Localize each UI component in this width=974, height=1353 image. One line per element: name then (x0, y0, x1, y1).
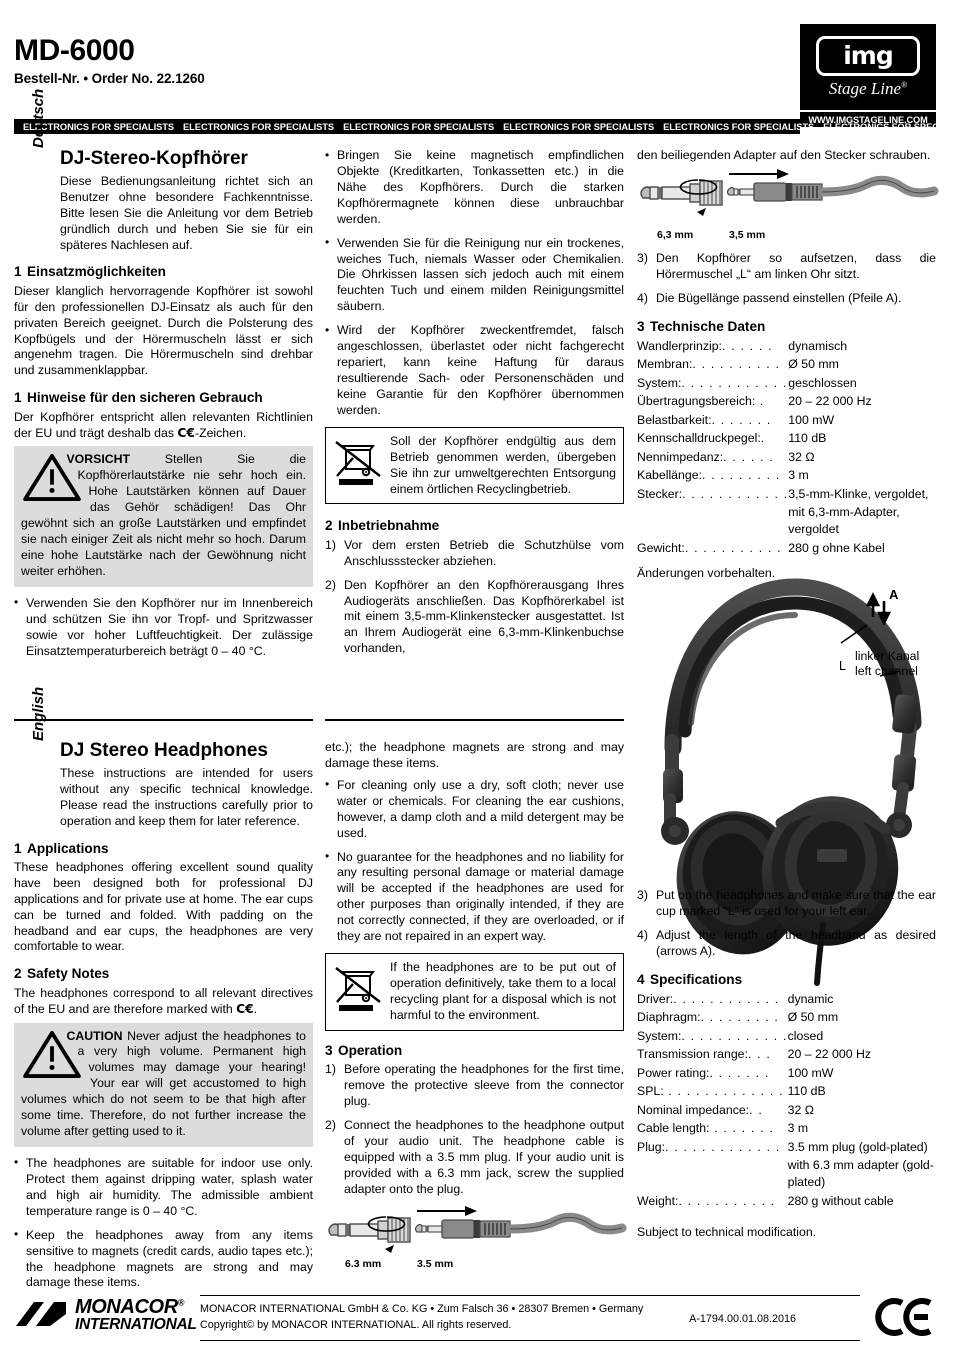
section-title: Technische Daten (650, 318, 766, 334)
table-row (637, 1102, 936, 1120)
spec-label: SPL: . . . . . . . . . . . . . (637, 1084, 784, 1099)
english-caution-box (14, 1023, 313, 1147)
english-disposal-box (325, 953, 624, 1031)
table-row (637, 1193, 936, 1211)
spec-label: Driver:. . . . . . . . . . . . (637, 992, 780, 1006)
banner-item: ELECTRONICS FOR SPECIALISTS (823, 121, 974, 132)
german-section-2-heading (14, 390, 313, 406)
table-row (637, 338, 936, 356)
spec-label: Belastbarkeit:. . . . . . . (637, 412, 772, 427)
spec-label: Diaphragm:. . . . . . . . . (637, 1010, 780, 1025)
footer-company-block (200, 1295, 860, 1341)
table-row (637, 1083, 936, 1101)
table-row (637, 375, 936, 393)
table-row (637, 467, 936, 485)
plug-diagram-svg (637, 168, 936, 230)
monacor-mark-icon (14, 1300, 70, 1330)
plug-label-35mm: 3.5 mm (417, 1258, 454, 1271)
spec-label: Power rating:. . . . . . . (637, 1065, 770, 1080)
spec-value: 280 g ohne Kabel (788, 540, 885, 555)
english-bullet-list-1 (14, 1156, 313, 1291)
german-steps-list-2 (637, 251, 936, 307)
spec-value: geschlossen (788, 375, 857, 390)
table-row (637, 430, 936, 448)
spec-label: Nominal impedance:. . (637, 1102, 763, 1117)
ce-logo-svg (878, 1299, 936, 1335)
banner-item: ELECTRONICS FOR SPECIALISTS (343, 121, 495, 132)
german-section-3-heading (325, 518, 624, 534)
english-section-3-heading (325, 1043, 624, 1059)
product-model: MD-6000 (14, 34, 135, 67)
section-title: Hinweise für den sicheren Gebrauch (27, 390, 263, 406)
spec-value: Ø 50 mm (787, 1010, 839, 1025)
column-divider (14, 719, 313, 721)
spec-value: 3,5-mm-Klinke, vergoldet, (788, 486, 929, 501)
step-number: 1) (325, 1062, 336, 1077)
table-row (637, 1139, 936, 1157)
list-item: • For cleaning only use a dry, soft cloth; never use water or chemicals. For cleaning the ear cushions, however, a damp cloth and a mild detergent may be used. (325, 778, 624, 842)
spec-value: dynamisch (788, 339, 848, 353)
list-item: • Verwenden Sie den Kopfhörer nur im Innenbereich und schützen Sie ihn vor Tropf- und Spritzwasser sowie vor hoher Luftfeuchtigkeit. Der zulässige Einsatztemperaturbereich beträgt 0 – 40 °C. (14, 596, 313, 660)
spec-label: Plug:. . . . . . . . . . . . . (637, 1139, 781, 1154)
english-section-4-heading (637, 972, 936, 988)
list-item (637, 928, 936, 960)
img-stageline-logo (800, 24, 936, 110)
order-number: Bestell-Nr. • Order No. 22.1260 (14, 71, 205, 86)
language-tab-english: English (30, 686, 47, 741)
section-number: 3 (637, 318, 645, 334)
step-text: Den Kopfhörer an den Kopfhörerausgang Ihres Audiogeräts anschließen. Das Kopfhörerkabel ist mit einem 3,5-mm-Klinkenstecker ausgestattet. Ist an Ihrem Audiogerät eine 6,3-mm-Klinkenbuchse vorhanden, (344, 577, 624, 656)
spec-tbody (637, 338, 936, 558)
section-number: 1 (14, 390, 22, 406)
english-steps-list (325, 1062, 624, 1197)
step-text: Put on the headphones and make sure that the ear cup marked “L” is used for your left ear. (656, 888, 936, 918)
table-row (637, 540, 936, 558)
section-title: Operation (338, 1042, 403, 1058)
footer-line-1: MONACOR INTERNATIONAL GmbH & Co. KG • Zum Falsch 36 • 28307 Bremen • Germany (200, 1303, 644, 1315)
caution-body: Stellen Sie die Kopfhörerlautstärke nie sehr hoch ein. Hohe Lautstärken können auf Dauer das Gehör schädigen! Das Ohr gewöhnt sich an große Lautstärken und empfindet sie nach einiger Zeit als nicht mehr so hoch. Darum eine hohe Lautstärke nach der Gewöhnung nicht weiter erhöhen. (21, 452, 306, 578)
step-number: 3) (637, 250, 648, 265)
spec-label: Wandlerprinzip:. . . . . . (637, 339, 773, 353)
step-number: 3) (637, 888, 648, 902)
headphone-illustration (645, 573, 945, 883)
table-row (637, 393, 936, 411)
list-item (325, 1062, 624, 1110)
step-number: 1) (325, 537, 336, 552)
img-logo-text: img (843, 41, 893, 70)
table-row (637, 486, 936, 504)
monacor-logo (14, 1296, 197, 1333)
table-row (637, 356, 936, 374)
table-row (637, 1046, 936, 1064)
list-item: • Wird der Kopfhörer zweckentfremdet, falsch angeschlossen, überlastet oder nicht fachgerecht repariert, kann keine Haftung für daraus resultierende Sach- oder Personenschäden und keine Garantie für den Kopfhörer übernommen werden. (325, 323, 624, 419)
german-step-2-continuation: den beiliegenden Adapter auf den Stecker schrauben. (637, 148, 931, 162)
banner-item: ELECTRONICS FOR SPECIALISTS (23, 121, 175, 132)
plug-label-63mm: 6,3 mm (657, 228, 694, 241)
spec-tbody (637, 991, 936, 1211)
caption-german: linker Kanal (855, 649, 920, 663)
english-column-1 (14, 740, 313, 1299)
section-number: 1 (14, 264, 22, 280)
spec-value: 20 – 22 000 Hz (788, 394, 872, 409)
spec-label: Membran:. . . . . . . . . . (637, 357, 781, 372)
spec-value: 100 mW (787, 1065, 834, 1080)
spec-label: Übertragungsbereich: . (637, 394, 765, 409)
section-number: 4 (637, 971, 645, 987)
language-tab-deutsch: Deutsch (30, 88, 47, 148)
plug-label-35mm: 3,5 mm (729, 228, 766, 241)
spec-label: Stecker:. . . . . . . . . . . . (637, 486, 789, 501)
english-section-1-body: These headphones offering excellent sound quality have been designed both for professional DJ applications and for private use at home. The ear cups can be turned and folded. With padding on the headband and ear cups, the headphones are very comfortable to wear. (14, 859, 313, 954)
list-item (325, 1118, 624, 1198)
english-bullet-list-2 (325, 778, 624, 945)
section-number: 1 (14, 840, 22, 856)
list-item: • The headphones are suitable for indoor use only. Protect them against dripping water, splash water and high air humidity. The admissible ambient temperature range is 0 – 40 °C. (14, 1156, 313, 1220)
list-item (637, 888, 936, 920)
english-title: DJ Stereo Headphones (60, 740, 268, 761)
list-item: • Keep the headphones away from any items sensitive to magnets (credit cards, audio tapes etc.); the headphone magnets are strong and may damage these items. (14, 1228, 313, 1292)
banner-item: ELECTRONICS FOR SPECIALISTS (183, 121, 335, 132)
german-bullet-list-1 (14, 596, 313, 660)
crossed-out-wheelie-bin-icon (333, 436, 383, 488)
english-section-2-heading (14, 966, 313, 982)
img-logo-mark (816, 36, 920, 76)
english-specifications-table (637, 991, 936, 1211)
step-text: Den Kopfhörer so aufsetzen, dass die Hörermuschel „L“ am linken Ohr sitzt. (656, 250, 936, 281)
plug-diagram-svg (325, 1205, 624, 1261)
german-title: DJ-Stereo-Kopfhörer (60, 148, 248, 169)
caution-label: VORSICHT (66, 452, 131, 467)
table-row (637, 449, 936, 467)
spec-value: 3 m (787, 1121, 809, 1136)
german-column-2 (325, 148, 624, 665)
spec-label: System:. . . . . . . . . . . . (637, 1028, 788, 1043)
german-section-1-heading (14, 264, 313, 280)
section-title: Einsatzmöglichkeiten (27, 264, 166, 280)
english-disposal-text: If the headphones are to be put out of operation definitively, take them to a local recycling plant for a disposal which is not harmful to the environment. (390, 960, 616, 1022)
section-number: 2 (325, 518, 333, 534)
german-bullet-list-2 (325, 148, 624, 419)
step-text: Connect the headphones to the headphone output of your audio unit. The headphone cable is equipped with a 3.5 mm plug. If your audio unit is provided with a 6.3 mm jack, screw the supplied adapter onto the plug. (344, 1117, 624, 1196)
table-row (637, 991, 936, 1009)
spec-value: 3 m (788, 468, 809, 483)
german-disposal-text: Soll der Kopfhörer endgültig aus dem Betrieb genommen werden, übergeben Sie ihn zur umweltgerechten Entsorgung einem örtlichen Recyclingbetrieb. (390, 433, 616, 496)
monacor-wordmark: MONACOR® (75, 1296, 184, 1318)
spec-value: 3.5 mm plug (gold-plated) (787, 1139, 928, 1154)
table-row (637, 1157, 936, 1192)
spec-label: Gewicht:. . . . . . . . . . . (637, 540, 782, 555)
spec-label: Nennimpedanz:. . . . . . (637, 449, 774, 464)
english-intro: These instructions are intended for users without any specific technical knowledge. Please read the instructions carefully prior to operation and keep them for later reference. (60, 765, 313, 828)
german-section-4-heading (637, 319, 936, 335)
caution-label: CAUTION (66, 1028, 123, 1043)
german-column-3 (637, 148, 936, 590)
spec-value: 110 dB (787, 1084, 826, 1099)
step-text: Die Bügellänge passend einstellen (Pfeile A). (656, 290, 902, 305)
plug-adapter-diagram-english (325, 1205, 624, 1270)
column-divider (325, 719, 624, 721)
spec-value: 32 Ω (787, 1102, 814, 1117)
section-title: Inbetriebnahme (338, 518, 440, 534)
plug-label-63mm: 6.3 mm (345, 1258, 382, 1271)
section-title: Safety Notes (27, 966, 110, 982)
spec-value: 110 dB (788, 431, 827, 446)
footer-line-2: Copyright© by MONACOR INTERNATIONAL. All rights reserved. (200, 1318, 512, 1331)
step-text: Vor dem ersten Betrieb die Schutzhülse vom Anschlussstecker abziehen. (344, 537, 624, 568)
list-item: • Verwenden Sie für die Reinigung nur ein trockenes, weiches Tuch, niemals Wasser oder Chemikalien. Die Ohrkissen lassen sich jedoch auch mit einem feuchten Tuch und einem milden Reinigungsmittel säubern. (325, 236, 624, 316)
plug-adapter-diagram-german (637, 168, 936, 241)
german-column-1 (14, 148, 313, 668)
stageline-wordmark: Stage Line® (828, 78, 908, 98)
step-text: Before operating the headphones for the first time, remove the protective sleeve from the connector plug. (344, 1062, 624, 1108)
german-specifications-table (637, 338, 936, 558)
german-section-1-body: Dieser klanglich hervorragende Kopfhörer ist sowohl für den professionellen DJ-Einsatz als auch für den privaten Bereich geeignet. Durch die Polsterung des Kopfbügels und der Hörermuscheln lässt er sich angenehm tragen. Die Hörermuscheln sind drehbar und zusammenklappbar. (14, 283, 313, 378)
spec-label: System:. . . . . . . . . . . . (637, 375, 788, 390)
table-row (637, 1028, 936, 1046)
logo-website-url: WWW.IMGSTAGELINE.COM (800, 112, 936, 127)
english-section-1-heading (14, 841, 313, 857)
international-wordmark: INTERNATIONAL (75, 1316, 197, 1333)
spec-label: Kabellänge:. . . . . . . . . (637, 468, 781, 483)
spec-label (637, 1157, 788, 1192)
table-row (637, 1065, 936, 1083)
german-disposal-box (325, 427, 624, 505)
step-number: 2) (325, 1117, 336, 1132)
spec-value: 32 Ω (788, 449, 815, 464)
headphone-product-photo (645, 573, 945, 883)
section-number: 2 (14, 966, 22, 982)
english-column-2 (325, 740, 624, 1276)
spec-value: with 6.3 mm adapter (gold-plated) (787, 1158, 934, 1190)
english-steps-list-2 (637, 888, 936, 960)
table-row (637, 412, 936, 430)
spec-label (637, 504, 788, 539)
spec-value: 20 – 22 000 Hz (787, 1047, 872, 1062)
section-title: Specifications (650, 971, 743, 987)
spec-label: Weight:. . . . . . . . . . . (637, 1193, 776, 1208)
spec-value: closed (787, 1028, 824, 1043)
section-number: 3 (325, 1042, 333, 1058)
list-item (325, 578, 624, 658)
step-number: 4) (637, 290, 648, 305)
step-text: Adjust the length of the headband as desired (arrows A). (656, 927, 936, 958)
spec-value: Ø 50 mm (788, 357, 839, 372)
section-title: Applications (27, 840, 109, 856)
german-section-2-body: Der Kopfhörer entspricht allen relevanten Richtlinien der EU und trägt deshalb das C€-Zeichen. (14, 409, 313, 440)
table-row (637, 504, 936, 539)
photo-channel-caption (855, 649, 919, 679)
photo-arrow-a-label: A (889, 587, 899, 602)
spec-label: Transmission range:. . . (637, 1047, 772, 1062)
photo-l-marker: L (839, 659, 846, 673)
page-footer (14, 1295, 936, 1343)
spec-label: Kennschalldruckpegel:. (637, 431, 766, 446)
english-bullet-continuation: etc.); the headphone magnets are strong and may damage these items. (325, 740, 624, 770)
english-subject-note: Subject to technical modification. (637, 1225, 817, 1240)
banner-item: ELECTRONICS FOR SPECIALISTS (503, 121, 655, 132)
spec-value: 100 mW (788, 412, 835, 427)
spec-value: mit 6,3-mm-Adapter, vergoldet (788, 505, 900, 537)
english-column-3 (637, 888, 936, 1249)
list-item: • Bringen Sie keine magnetisch empfindlichen Objekte (Kreditkarten, Tonkassetten etc.) in die Nähe des Kopfhörers. Durch die starken Kopfhörermagnete können diese unbrauchbar werden. (325, 148, 624, 228)
list-item (325, 538, 624, 570)
german-caution-box (14, 446, 313, 586)
spec-value: dynamic (787, 992, 834, 1006)
list-item (637, 251, 936, 283)
crossed-out-wheelie-bin-icon (333, 962, 383, 1014)
list-item (637, 291, 936, 307)
caption-english: left channel (855, 663, 918, 678)
ce-mark-icon (878, 1299, 936, 1340)
spec-value: 280 g without cable (787, 1193, 894, 1208)
table-row (637, 1009, 936, 1027)
step-number: 4) (637, 927, 648, 942)
english-section-2-body: The headphones correspond to all relevant directives of the EU and are therefore marked with C€. (14, 985, 313, 1016)
banner-item: ELECTRONICS FOR SPECIALISTS (663, 121, 815, 132)
german-subject-note: Änderungen vorbehalten. (637, 566, 776, 581)
list-item: • No guarantee for the headphones and no liability for any resulting personal damage or material damage will be accepted if the headphones are used for other purposes than originally intended, if they are not correctly connected, if they are overloaded, or if they are not repaired in an expert way. (325, 850, 624, 946)
spec-label: Cable length: . . . . . . . (637, 1121, 775, 1136)
german-intro: Diese Bedienungsanleitung richtet sich an Benutzer ohne besondere Fachkenntnisse. Bitte lesen Sie die Anleitung vor dem Betrieb gründlich durch und heben Sie sie für ein späteres Nachlesen auf. (60, 173, 313, 252)
caution-body: Never adjust the headphones to a very high volume. Permanent high volumes may damage your hearing! Your ear will get accustomed to high volumes which do not seem to be that high after some time. Therefore, do not further increase the volume after getting used to it. (21, 1028, 306, 1139)
table-row (637, 1120, 936, 1138)
german-steps-list (325, 538, 624, 657)
step-number: 2) (325, 577, 336, 592)
document-code: A-1794.00.01.08.2016 (689, 1313, 796, 1325)
